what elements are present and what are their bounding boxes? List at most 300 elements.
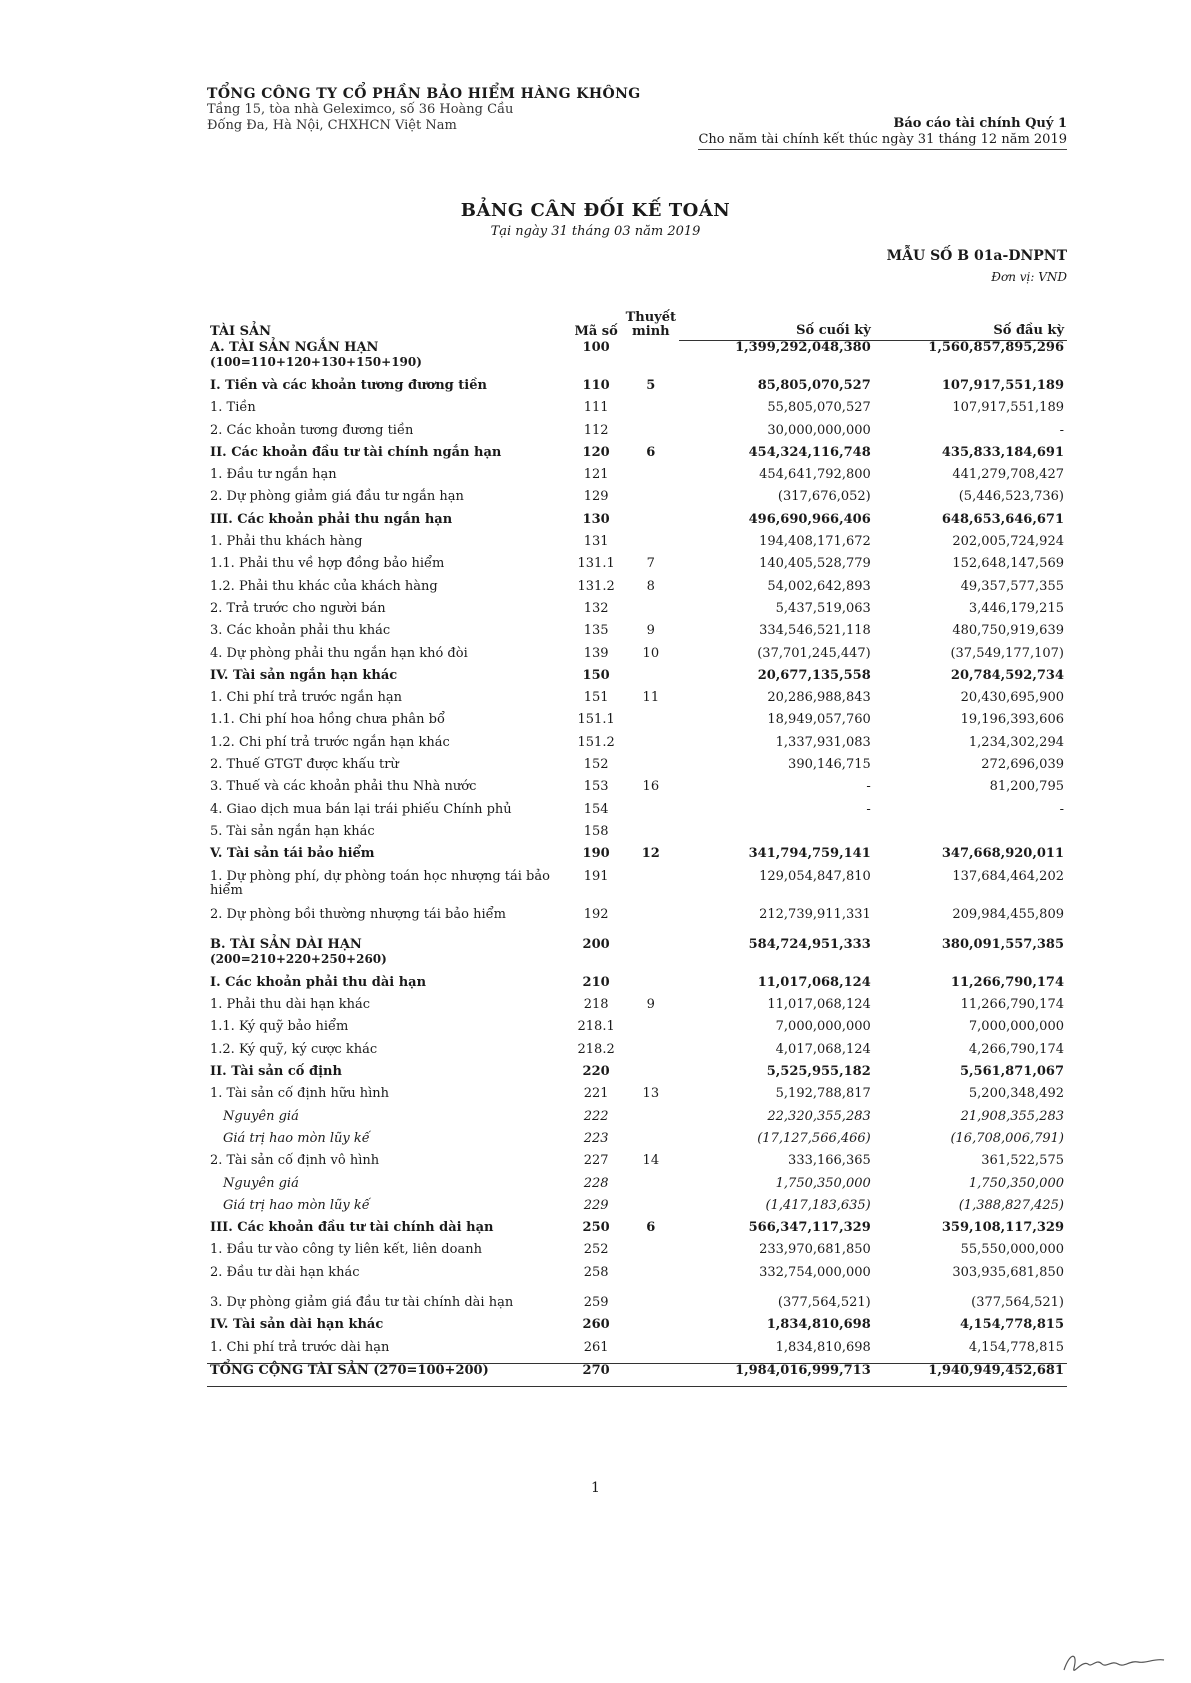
document-header bbox=[207, 86, 1067, 147]
row-note bbox=[623, 1132, 679, 1154]
row-item-label: 2. Dự phòng bồi thường nhượng tái bảo hiểm bbox=[210, 906, 506, 922]
table-row bbox=[207, 1221, 1067, 1243]
header-note: Thuyết minh bbox=[625, 309, 677, 339]
table-row bbox=[207, 1087, 1067, 1109]
row-note bbox=[623, 602, 679, 624]
row-begin-value: 49,357,577,355 bbox=[960, 578, 1064, 594]
row-item-label: I. Tiền và các khoản tương đương tiền bbox=[210, 378, 487, 393]
row-end-value: 5,437,519,063 bbox=[775, 600, 871, 616]
row-item-name bbox=[207, 1087, 570, 1109]
table-row bbox=[207, 908, 1067, 930]
row-end-value: 30,000,000,000 bbox=[767, 422, 871, 438]
row-begin-value: (37,549,177,107) bbox=[950, 645, 1064, 661]
table-row bbox=[207, 930, 1067, 976]
row-end-value: 5,525,955,182 bbox=[766, 1064, 871, 1080]
header-end-period: Số cuối kỳ bbox=[679, 286, 874, 341]
row-code: 100 bbox=[582, 339, 610, 355]
row-item-formula: (200=210+220+250+260) bbox=[210, 951, 387, 966]
row-end-value: (377,564,521) bbox=[777, 1294, 871, 1310]
row-note bbox=[623, 1363, 679, 1386]
row-item-name bbox=[207, 602, 570, 624]
row-item-label: 1. Đầu tư vào công ty liên kết, liên doanh bbox=[210, 1242, 482, 1258]
row-note: 6 bbox=[646, 1220, 656, 1236]
row-code: 153 bbox=[583, 779, 609, 795]
table-row bbox=[207, 379, 1067, 401]
row-item-name bbox=[207, 803, 570, 825]
row-code: 192 bbox=[583, 906, 609, 922]
row-code: 258 bbox=[583, 1264, 609, 1280]
row-item-label: 1. Tài sản cố định hữu hình bbox=[210, 1086, 390, 1102]
table-row bbox=[207, 580, 1067, 602]
row-code: 139 bbox=[583, 645, 609, 661]
row-begin-value: 4,154,778,815 bbox=[959, 1317, 1064, 1333]
row-note bbox=[623, 513, 679, 535]
row-end-value: 54,002,642,893 bbox=[767, 578, 871, 594]
row-begin-value: 11,266,790,174 bbox=[950, 974, 1064, 990]
row-begin-value: 361,522,575 bbox=[981, 1153, 1064, 1169]
row-begin-value: 4,266,790,174 bbox=[968, 1041, 1064, 1057]
row-item-label: 4. Dự phòng phải thu ngắn hạn khó đòi bbox=[210, 645, 468, 661]
row-note bbox=[623, 713, 679, 735]
row-note bbox=[623, 930, 679, 976]
row-code: 260 bbox=[582, 1317, 610, 1333]
row-end-value: (1,417,183,635) bbox=[765, 1197, 871, 1213]
row-code: 154 bbox=[583, 801, 609, 817]
row-item-name bbox=[207, 976, 570, 998]
row-item-name bbox=[207, 691, 570, 713]
table-row bbox=[207, 424, 1067, 446]
row-item-name bbox=[207, 870, 570, 908]
row-begin-value: 5,200,348,492 bbox=[968, 1086, 1064, 1102]
table-row bbox=[207, 557, 1067, 579]
row-note bbox=[623, 1318, 679, 1340]
row-note bbox=[623, 490, 679, 512]
row-item-name bbox=[207, 1199, 570, 1221]
row-end-value: 11,017,068,124 bbox=[757, 974, 871, 990]
row-code: 130 bbox=[582, 511, 610, 527]
row-note: 11 bbox=[642, 690, 660, 706]
table-row bbox=[207, 647, 1067, 669]
row-code: 221 bbox=[583, 1086, 609, 1102]
row-item-name bbox=[207, 580, 570, 602]
row-item-name bbox=[207, 557, 570, 579]
row-begin-value: - bbox=[1059, 801, 1064, 817]
table-row bbox=[207, 602, 1067, 624]
row-end-value: 454,641,792,800 bbox=[759, 467, 871, 483]
row-begin-value: 209,984,455,809 bbox=[952, 906, 1064, 922]
page-number: 1 bbox=[591, 1480, 600, 1496]
row-code: 111 bbox=[583, 400, 609, 416]
row-item-label: 2. Thuế GTGT được khấu trừ bbox=[210, 757, 399, 773]
row-begin-value: 81,200,795 bbox=[989, 779, 1064, 795]
row-note bbox=[623, 424, 679, 446]
row-end-value: 55,805,070,527 bbox=[767, 400, 871, 416]
row-item-name bbox=[207, 401, 570, 423]
row-note: 9 bbox=[646, 997, 655, 1013]
report-title: Báo cáo tài chính Quý 1 bbox=[893, 116, 1067, 131]
row-end-value: 1,337,931,083 bbox=[775, 734, 871, 750]
row-item-name bbox=[207, 908, 570, 930]
row-item-name bbox=[207, 1065, 570, 1087]
row-item-name bbox=[207, 1266, 570, 1288]
row-item-name bbox=[207, 647, 570, 669]
row-code: 132 bbox=[583, 600, 609, 616]
row-note: 14 bbox=[642, 1153, 660, 1169]
table-row bbox=[207, 1154, 1067, 1176]
table-row bbox=[207, 513, 1067, 535]
row-end-value: 566,347,117,329 bbox=[748, 1220, 871, 1236]
table-row bbox=[207, 691, 1067, 713]
row-note bbox=[623, 341, 679, 380]
row-code: 131.2 bbox=[577, 578, 615, 594]
table-row bbox=[207, 1363, 1067, 1386]
row-item-label: Nguyên giá bbox=[223, 1175, 299, 1191]
row-code: 191 bbox=[583, 868, 609, 884]
row-end-value: 1,750,350,000 bbox=[775, 1175, 871, 1191]
currency-unit: Đơn vị: VND bbox=[991, 270, 1067, 284]
row-begin-value: 648,653,646,671 bbox=[941, 511, 1064, 527]
row-code: 210 bbox=[582, 974, 610, 990]
address-line-2: Đống Đa, Hà Nội, CHXHCN Việt Nam bbox=[207, 118, 457, 133]
table-row bbox=[207, 780, 1067, 802]
company-name: TỔNG CÔNG TY CỔ PHẦN BẢO HIỂM HÀNG KHÔNG bbox=[207, 86, 641, 102]
table-header-row bbox=[207, 286, 1067, 341]
row-end-value: - bbox=[866, 801, 871, 817]
row-code: 218.1 bbox=[577, 1019, 615, 1035]
row-begin-value: 1,940,949,452,681 bbox=[874, 1363, 1067, 1386]
row-end-value: 11,017,068,124 bbox=[767, 997, 871, 1013]
table-row bbox=[207, 1288, 1067, 1318]
row-end-value: 140,405,528,779 bbox=[759, 556, 871, 572]
row-note bbox=[623, 1020, 679, 1042]
row-end-value: 20,286,988,843 bbox=[767, 690, 871, 706]
row-code: 200 bbox=[582, 936, 610, 952]
row-item-label: 1. Chi phí trả trước dài hạn bbox=[210, 1339, 390, 1355]
row-item-formula: (100=110+120+130+150+190) bbox=[210, 354, 422, 369]
row-end-value: 333,166,365 bbox=[788, 1153, 871, 1169]
signature-mark bbox=[1060, 1646, 1170, 1680]
row-item-name bbox=[207, 1288, 570, 1318]
table-row bbox=[207, 1199, 1067, 1221]
row-note bbox=[623, 736, 679, 758]
table-row bbox=[207, 1266, 1067, 1288]
row-item-label: 1. Phải thu khách hàng bbox=[210, 534, 363, 550]
row-item-name bbox=[207, 1020, 570, 1042]
row-code: 252 bbox=[583, 1242, 609, 1258]
row-item-label: 2. Trả trước cho người bán bbox=[210, 600, 386, 616]
row-end-value: (37,701,245,447) bbox=[757, 645, 871, 661]
row-end-value: 4,017,068,124 bbox=[775, 1041, 871, 1057]
table-row bbox=[207, 490, 1067, 512]
row-begin-value: 3,446,179,215 bbox=[968, 600, 1064, 616]
row-item-label: II. Các khoản đầu tư tài chính ngắn hạn bbox=[210, 444, 502, 460]
row-item-name bbox=[207, 1154, 570, 1176]
row-begin-value: 20,784,592,734 bbox=[950, 667, 1064, 683]
row-item-label: 2. Đầu tư dài hạn khác bbox=[210, 1264, 360, 1280]
table-row bbox=[207, 468, 1067, 490]
row-item-label: 5. Tài sản ngắn hạn khác bbox=[210, 823, 375, 839]
row-begin-value: 480,750,919,639 bbox=[952, 623, 1064, 639]
table-row bbox=[207, 1110, 1067, 1132]
row-begin-value: 441,279,708,427 bbox=[952, 467, 1064, 483]
row-item-label: 1.2. Phải thu khác của khách hàng bbox=[210, 578, 438, 594]
row-begin-value: 55,550,000,000 bbox=[960, 1242, 1064, 1258]
row-end-value: 18,949,057,760 bbox=[767, 712, 871, 728]
row-end-value: 584,724,951,333 bbox=[748, 936, 871, 952]
row-begin-value: 5,561,871,067 bbox=[959, 1064, 1064, 1080]
row-item-name bbox=[207, 1341, 570, 1364]
row-item-label: B. TÀI SẢN DÀI HẠN bbox=[210, 936, 362, 952]
table-row bbox=[207, 870, 1067, 908]
row-item-name bbox=[207, 758, 570, 780]
row-note bbox=[623, 1266, 679, 1288]
row-end-value: 5,192,788,817 bbox=[775, 1086, 871, 1102]
row-item-label: 3. Dự phòng giảm giá đầu tư tài chính dài hạn bbox=[210, 1294, 514, 1310]
row-note bbox=[623, 1177, 679, 1199]
row-code: 227 bbox=[583, 1153, 609, 1169]
row-note: 5 bbox=[646, 378, 656, 393]
table-row bbox=[207, 1020, 1067, 1042]
table-row bbox=[207, 624, 1067, 646]
row-item-name bbox=[207, 468, 570, 490]
row-item-label: I. Các khoản phải thu dài hạn bbox=[210, 974, 427, 990]
row-item-name bbox=[207, 825, 570, 847]
row-begin-value: (5,446,523,736) bbox=[958, 489, 1064, 505]
row-begin-value: 107,917,551,189 bbox=[941, 378, 1064, 393]
row-item-label: 1.2. Chi phí trả trước ngắn hạn khác bbox=[210, 734, 450, 750]
row-item-label: IV. Tài sản ngắn hạn khác bbox=[210, 667, 398, 683]
row-note bbox=[623, 1065, 679, 1087]
row-end-value bbox=[679, 825, 874, 847]
row-note: 12 bbox=[641, 846, 660, 862]
row-code: 228 bbox=[583, 1175, 609, 1191]
row-item-label: 1. Tiền bbox=[210, 400, 256, 416]
row-begin-value: 202,005,724,924 bbox=[952, 534, 1064, 550]
row-note: 7 bbox=[646, 556, 655, 572]
table-row bbox=[207, 847, 1067, 869]
row-item-label: 1.1. Phải thu về hợp đồng bảo hiểm bbox=[210, 556, 445, 572]
row-begin-value: 1,750,350,000 bbox=[968, 1175, 1064, 1191]
row-end-value: 20,677,135,558 bbox=[757, 667, 871, 683]
row-begin-value: (16,708,006,791) bbox=[950, 1130, 1064, 1146]
row-note: 8 bbox=[646, 578, 655, 594]
row-item-label: 1. Dự phòng phí, dự phòng toán học nhượng tái bảo hiểm bbox=[210, 868, 550, 898]
table-row bbox=[207, 446, 1067, 468]
row-note bbox=[623, 1288, 679, 1318]
row-note bbox=[623, 803, 679, 825]
row-note bbox=[623, 401, 679, 423]
row-note: 9 bbox=[646, 623, 655, 639]
row-item-name bbox=[207, 379, 570, 401]
table-row bbox=[207, 1065, 1067, 1087]
table-row bbox=[207, 341, 1067, 380]
row-item-label: 1.2. Ký quỹ, ký cược khác bbox=[210, 1041, 378, 1057]
row-begin-value: 152,648,147,569 bbox=[952, 556, 1064, 572]
row-begin-value: 19,196,393,606 bbox=[960, 712, 1064, 728]
row-end-value: 194,408,171,672 bbox=[759, 534, 871, 550]
row-begin-value: 272,696,039 bbox=[981, 757, 1064, 773]
header-begin-period: Số đầu kỳ bbox=[874, 286, 1067, 341]
row-end-value: 1,399,292,048,380 bbox=[735, 340, 871, 355]
page-title: BẢNG CÂN ĐỐI KẾ TOÁN bbox=[460, 200, 731, 221]
row-begin-value: 20,430,695,900 bbox=[960, 690, 1064, 706]
row-item-name bbox=[207, 513, 570, 535]
row-note: 10 bbox=[642, 645, 660, 661]
row-item-name bbox=[207, 713, 570, 735]
row-code: 250 bbox=[582, 1220, 610, 1236]
row-code: 220 bbox=[582, 1064, 610, 1080]
row-item-name bbox=[207, 535, 570, 557]
row-item-name bbox=[207, 780, 570, 802]
row-end-value: 233,970,681,850 bbox=[759, 1242, 871, 1258]
row-item-name bbox=[207, 446, 570, 468]
row-begin-value bbox=[874, 825, 1067, 847]
row-note bbox=[623, 1199, 679, 1221]
table-row bbox=[207, 401, 1067, 423]
row-code: 131 bbox=[583, 534, 609, 550]
row-note bbox=[623, 976, 679, 998]
row-code: 120 bbox=[582, 444, 610, 460]
row-end-value: (17,127,566,466) bbox=[757, 1130, 871, 1146]
row-end-value: 212,739,911,331 bbox=[759, 906, 871, 922]
header-assets: TÀI SẢN bbox=[210, 323, 272, 339]
row-code: 229 bbox=[583, 1197, 609, 1213]
table-row bbox=[207, 825, 1067, 847]
row-item-name bbox=[207, 341, 570, 380]
row-item-name bbox=[207, 624, 570, 646]
row-note bbox=[623, 908, 679, 930]
row-code: 135 bbox=[583, 623, 609, 639]
row-end-value: 334,546,521,118 bbox=[759, 623, 871, 639]
row-begin-value: 435,833,184,691 bbox=[941, 444, 1064, 460]
row-item-label: Giá trị hao mòn lũy kế bbox=[223, 1197, 370, 1213]
row-end-value: 390,146,715 bbox=[788, 757, 871, 773]
row-item-name bbox=[207, 1221, 570, 1243]
row-item-label: 3. Các khoản phải thu khác bbox=[210, 623, 391, 639]
row-end-value: (317,676,052) bbox=[777, 489, 871, 505]
row-item-label: Giá trị hao mòn lũy kế bbox=[223, 1130, 370, 1146]
row-item-name bbox=[207, 669, 570, 691]
row-code: 131.1 bbox=[577, 556, 615, 572]
row-note bbox=[623, 1043, 679, 1065]
row-code: 129 bbox=[583, 489, 609, 505]
row-begin-value: 1,234,302,294 bbox=[968, 734, 1064, 750]
row-item-name bbox=[207, 1177, 570, 1199]
row-item-label: TỔNG CỘNG TÀI SẢN (270=100+200) bbox=[210, 1362, 489, 1378]
row-item-name bbox=[207, 1043, 570, 1065]
row-note: 6 bbox=[646, 444, 656, 460]
row-begin-value: 380,091,557,385 bbox=[941, 936, 1064, 952]
row-note bbox=[623, 1341, 679, 1364]
row-end-value: 129,054,847,810 bbox=[759, 868, 871, 884]
table-row bbox=[207, 669, 1067, 691]
row-code: 151 bbox=[583, 690, 609, 706]
row-end-value: 332,754,000,000 bbox=[759, 1264, 871, 1280]
fiscal-year: Cho năm tài chính kết thúc ngày 31 tháng 12 năm 2019 bbox=[698, 132, 1067, 150]
row-begin-value: 7,000,000,000 bbox=[968, 1019, 1064, 1035]
row-item-name bbox=[207, 736, 570, 758]
row-code: 151.2 bbox=[577, 734, 615, 750]
table-row bbox=[207, 1318, 1067, 1340]
row-item-name bbox=[207, 930, 570, 976]
row-end-value: 454,324,116,748 bbox=[748, 444, 871, 460]
table-row bbox=[207, 1243, 1067, 1265]
row-note: 13 bbox=[642, 1086, 660, 1102]
row-end-value: 1,984,016,999,713 bbox=[679, 1363, 874, 1386]
row-item-label: 1. Phải thu dài hạn khác bbox=[210, 997, 371, 1013]
row-item-name bbox=[207, 1363, 570, 1386]
row-item-label: A. TÀI SẢN NGẮN HẠN bbox=[210, 339, 379, 355]
address-line-1: Tầng 15, tòa nhà Geleximco, số 36 Hoàng Cầu bbox=[207, 102, 514, 117]
row-item-label: 2. Tài sản cố định vô hình bbox=[210, 1153, 380, 1169]
row-item-name bbox=[207, 490, 570, 512]
row-item-label: 1. Đầu tư ngắn hạn bbox=[210, 467, 337, 483]
table-row bbox=[207, 713, 1067, 735]
row-code: 121 bbox=[583, 467, 609, 483]
row-code: 222 bbox=[583, 1108, 609, 1124]
row-code: 223 bbox=[583, 1130, 609, 1146]
row-item-label: III. Các khoản đầu tư tài chính dài hạn bbox=[210, 1220, 494, 1236]
row-code: 259 bbox=[583, 1294, 609, 1310]
row-end-value: - bbox=[866, 779, 871, 795]
row-note bbox=[623, 758, 679, 780]
row-note bbox=[623, 825, 679, 847]
row-item-name bbox=[207, 1318, 570, 1340]
row-code: 218.2 bbox=[577, 1041, 615, 1057]
row-item-label: III. Các khoản phải thu ngắn hạn bbox=[210, 511, 453, 527]
row-code: 152 bbox=[583, 757, 609, 773]
row-code: 190 bbox=[582, 846, 610, 862]
row-begin-value: 11,266,790,174 bbox=[960, 997, 1064, 1013]
report-info bbox=[698, 116, 1067, 150]
row-item-label: 2. Dự phòng giảm giá đầu tư ngắn hạn bbox=[210, 489, 464, 505]
row-begin-value: 359,108,117,329 bbox=[941, 1220, 1064, 1236]
row-item-label: IV. Tài sản dài hạn khác bbox=[210, 1317, 384, 1333]
table-row bbox=[207, 758, 1067, 780]
row-code: 270 bbox=[570, 1363, 623, 1386]
row-item-name bbox=[207, 1110, 570, 1132]
row-note bbox=[623, 1243, 679, 1265]
row-item-label: 4. Giao dịch mua bán lại trái phiếu Chính phủ bbox=[210, 801, 512, 817]
row-end-value: 85,805,070,527 bbox=[757, 378, 871, 393]
row-item-label: 3. Thuế và các khoản phải thu Nhà nước bbox=[210, 779, 477, 795]
table-row bbox=[207, 1043, 1067, 1065]
table-row bbox=[207, 1341, 1067, 1364]
row-item-name bbox=[207, 847, 570, 869]
row-item-label: V. Tài sản tái bảo hiểm bbox=[210, 846, 375, 862]
table-row bbox=[207, 535, 1067, 557]
row-begin-value: 107,917,551,189 bbox=[952, 400, 1064, 416]
table-row bbox=[207, 803, 1067, 825]
row-code: 110 bbox=[582, 378, 610, 393]
row-code: 112 bbox=[583, 422, 609, 438]
row-code: 261 bbox=[583, 1339, 609, 1355]
row-begin-value: 137,684,464,202 bbox=[952, 868, 1064, 884]
row-end-value: 7,000,000,000 bbox=[775, 1019, 871, 1035]
row-code: 151.1 bbox=[577, 712, 615, 728]
table-row bbox=[207, 1132, 1067, 1154]
row-note bbox=[623, 1110, 679, 1132]
row-end-value: 22,320,355,283 bbox=[767, 1108, 871, 1124]
row-item-name bbox=[207, 1243, 570, 1265]
row-item-name bbox=[207, 998, 570, 1020]
table-row bbox=[207, 998, 1067, 1020]
row-begin-value: 21,908,355,283 bbox=[960, 1108, 1064, 1124]
row-item-label: 1.1. Ký quỹ bảo hiểm bbox=[210, 1019, 349, 1035]
row-item-label: Nguyên giá bbox=[223, 1108, 299, 1124]
row-begin-value: 347,668,920,011 bbox=[941, 846, 1064, 862]
page-subtitle: Tại ngày 31 tháng 03 năm 2019 bbox=[490, 224, 701, 239]
